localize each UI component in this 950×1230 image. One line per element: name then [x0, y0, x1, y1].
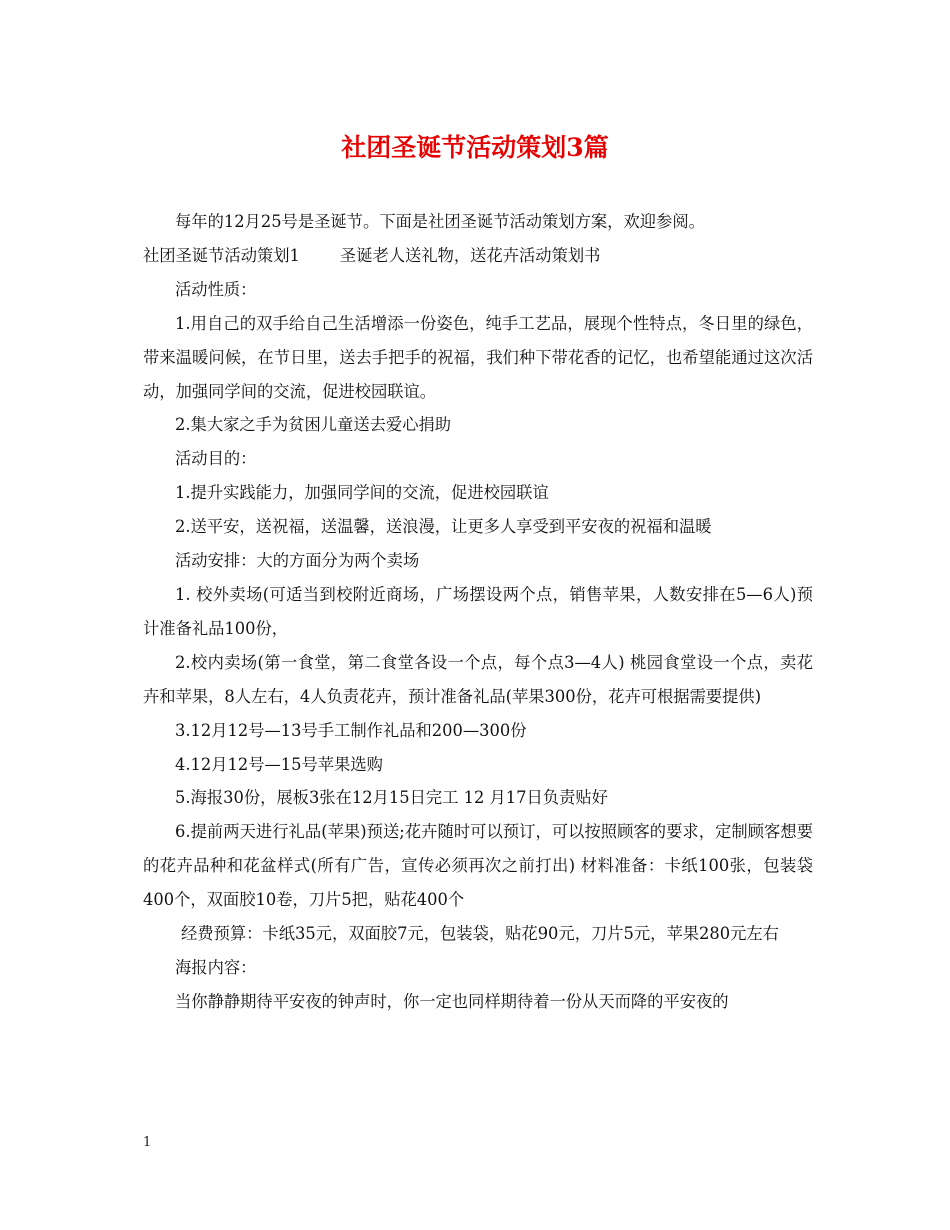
paragraph-arrangement-5: 5.海报30份，展板3张在12月15日完工 12 月17日负责贴好	[175, 788, 608, 808]
plan-heading-subtitle: 圣诞老人送礼物，送花卉活动策划书	[339, 245, 601, 265]
document-title: 社团圣诞节活动策划3篇	[341, 133, 609, 162]
plan-heading-label: 社团圣诞节活动策划1	[143, 245, 300, 265]
document-body	[143, 205, 813, 1019]
page-number: 1	[143, 1135, 152, 1150]
paragraph-arrangement-4: 4.12月12号—15号苹果选购	[175, 754, 383, 774]
paragraph-arrangement-heading: 活动安排：大的方面分为两个卖场	[175, 551, 420, 571]
paragraph-arrangement-3: 3.12月12号—13号手工制作礼品和200—300份	[175, 720, 527, 740]
paragraph-intro: 每年的12月25号是圣诞节。下面是社团圣诞节活动策划方案，欢迎参阅。	[175, 212, 705, 231]
paragraph-nature-2: 2.集大家之手为贫困儿童送去爱心捐助	[175, 415, 452, 435]
paragraph-arrangement-1: 1. 校外卖场(可适当到校附近商场，广场摆设两个点，销售苹果，人数安排在5—6人)预计准备礼品100份，	[143, 584, 813, 638]
paragraph-purpose-1: 1.提升实践能力，加强同学间的交流，促进校园联谊	[175, 483, 549, 503]
paragraph-arrangement-6: 6.提前两天进行礼品(苹果)预送;花卉随时可以预订，可以按照顾客的要求，定制顾客想要的花卉品种和花盆样式(所有广告，宣传必须再次之前打出) 材料准备：卡纸100张，包装袋400个，双面胶10卷，刀片5把，贴花400个	[143, 822, 813, 910]
paragraph-nature-heading: 活动性质：	[175, 279, 257, 299]
paragraph-plan-heading	[143, 239, 813, 273]
paragraph-arrangement-2: 2.校内卖场(第一食堂，第二食堂各设一个点，每个点3—4人) 桃园食堂设一个点，卖花卉和苹果，8人左右，4人负责花卉，预计准备礼品(苹果300份，花卉可根据需要提供)	[143, 652, 813, 706]
paragraph-budget: 经费预算：卡纸35元，双面胶7元，包装袋，贴花90元，刀片5元，苹果280元左右	[181, 924, 779, 944]
paragraph-nature-1: 1.用自己的双手给自己生活增添一份姿色，纯手工艺品，展现个性特点，冬日里的绿色，带来温暖问候，在节日里，送去手把手的祝福，我们种下带花香的记忆，也希望能通过这次活动，加强同学间的交流，促进校园联谊。	[143, 313, 813, 401]
paragraph-purpose-heading: 活动目的：	[175, 449, 257, 469]
paragraph-purpose-2: 2.送平安，送祝福，送温馨，送浪漫，让更多人享受到平安夜的祝福和温暖	[175, 517, 712, 537]
paragraph-poster-text: 当你静静期待平安夜的钟声时，你一定也同样期待着一份从天而降的平安夜的	[175, 991, 729, 1011]
paragraph-poster-heading: 海报内容：	[175, 957, 257, 977]
